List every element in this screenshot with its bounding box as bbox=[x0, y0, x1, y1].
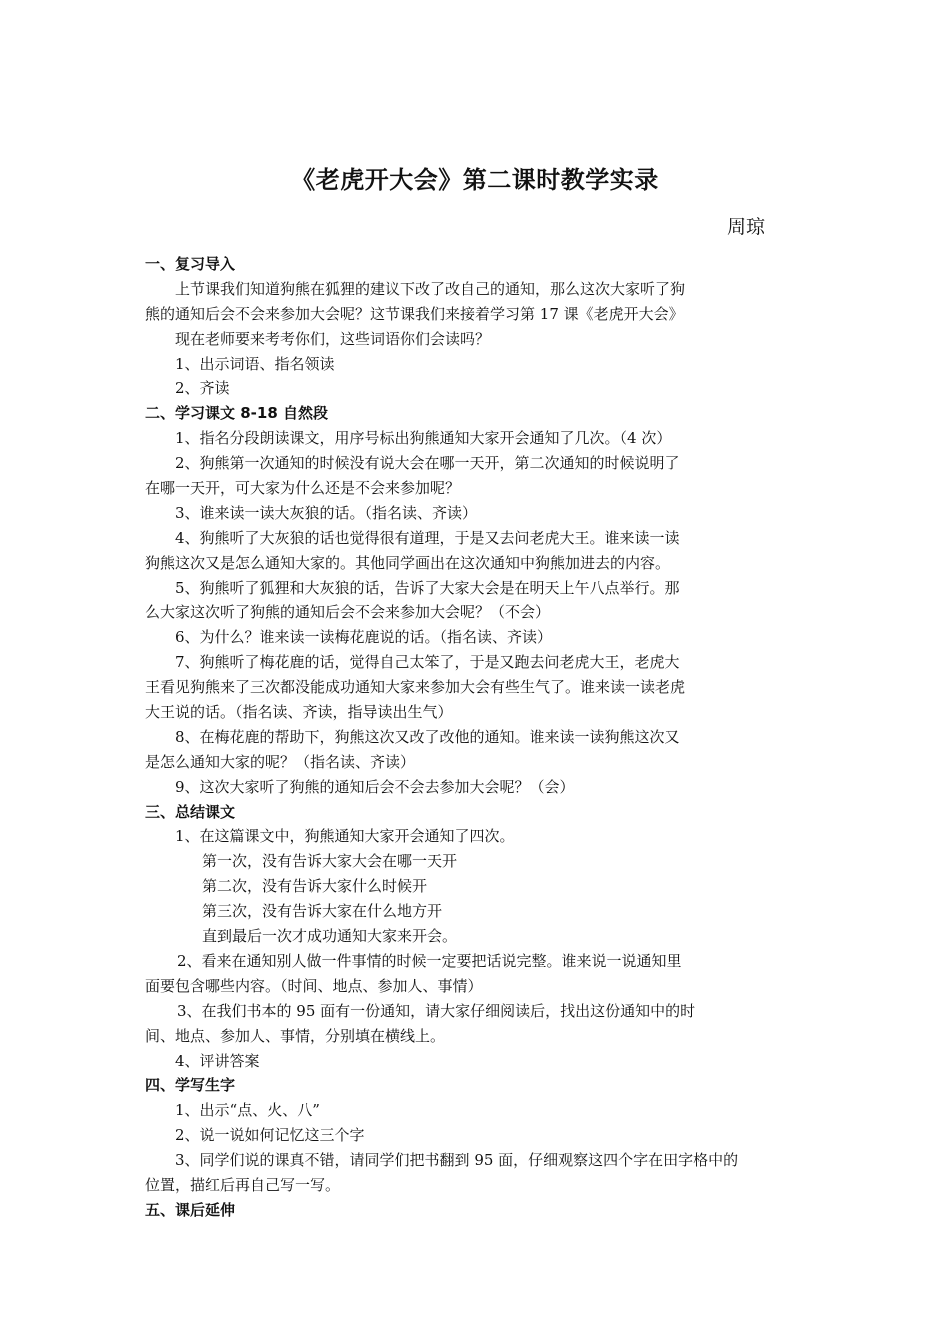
paragraph-line: 面要包含哪些内容。（时间、地点、参加人、事情） bbox=[145, 976, 483, 995]
paragraph-line: 1、出示“点、火、八” bbox=[175, 1101, 320, 1120]
paragraph-line: 间、地点、参加人、事情，分别填在横线上。 bbox=[145, 1026, 446, 1045]
paragraph-line: 8、在梅花鹿的帮助下，狗熊这次又改了改他的通知。谁来读一读狗熊这次又 bbox=[175, 727, 680, 746]
paragraph-line: 7、狗熊听了梅花鹿的话，觉得自己太笨了，于是又跑去问老虎大王，老虎大 bbox=[175, 653, 680, 672]
paragraph-line: 第一次，没有告诉大家大会在哪一天开 bbox=[202, 852, 458, 871]
paragraph-line: 1、出示词语、指名领读 bbox=[175, 354, 335, 373]
paragraph-line: 直到最后一次才成功通知大家来开会。 bbox=[202, 927, 458, 946]
paragraph-line: 5、狗熊听了狐狸和大灰狼的话，告诉了大家大会是在明天上午八点举行。那 bbox=[175, 578, 680, 597]
paragraph-line: 现在老师要来考考你们，这些词语你们会读吗？ bbox=[175, 329, 491, 348]
paragraph-line: 2、齐读 bbox=[175, 379, 230, 398]
section-heading: 一、复习导入 bbox=[145, 255, 236, 273]
paragraph-line: 1、指名分段朗读课文，用序号标出狗熊通知大家开会通知了几次。（4 次） bbox=[175, 429, 672, 448]
paragraph-line: 3、在我们书本的 95 面有一份通知，请大家仔细阅读后，找出这份通知中的时 bbox=[177, 1001, 696, 1020]
paragraph-line: 9、这次大家听了狗熊的通知后会不会去参加大会呢？（会） bbox=[175, 777, 575, 796]
paragraph-line: 位置，描红后再自己写一写。 bbox=[145, 1175, 341, 1194]
section-heading: 五、课后延伸 bbox=[145, 1200, 236, 1219]
paragraph-line: 2、说一说如何记忆这三个字 bbox=[175, 1126, 365, 1145]
document-author: 周琼 bbox=[727, 216, 766, 238]
paragraph-line: 第二次，没有告诉大家什么时候开 bbox=[202, 877, 428, 896]
paragraph-line: 大王说的话。（指名读、齐读，指导读出生气） bbox=[145, 703, 453, 722]
paragraph-line: 6、为什么？谁来读一读梅花鹿说的话。（指名读、齐读） bbox=[175, 628, 553, 647]
paragraph-line: 在哪一天开，可大家为什么还是不会来参加呢？ bbox=[145, 479, 461, 498]
paragraph-line: 是怎么通知大家的呢？（指名读、齐读） bbox=[145, 752, 416, 771]
section-heading: 四、学写生字 bbox=[145, 1076, 236, 1095]
paragraph-line: 4、狗熊听了大灰狼的话也觉得很有道理，于是又去问老虎大王。谁来读一读 bbox=[175, 528, 680, 547]
paragraph-line: 第三次，没有告诉大家在什么地方开 bbox=[202, 902, 443, 921]
paragraph-line: 3、同学们说的课真不错，请同学们把书翻到 95 面，仔细观察这四个字在田字格中的 bbox=[175, 1151, 739, 1170]
paragraph-line: 4、评讲答案 bbox=[175, 1051, 260, 1070]
paragraph-line: 3、谁来读一读大灰狼的话。（指名读、齐读） bbox=[175, 503, 478, 522]
paragraph-line: 熊的通知后会不会来参加大会呢？这节课我们来接着学习第 17 课《老虎开大会》 bbox=[145, 304, 684, 323]
document-body bbox=[145, 252, 815, 1223]
section-heading: 三、总结课文 bbox=[145, 802, 236, 821]
paragraph-line: 么大家这次听了狗熊的通知后会不会来参加大会呢？（不会） bbox=[145, 603, 551, 622]
section-heading: 二、学习课文 8-18 自然段 bbox=[145, 404, 328, 423]
paragraph-line: 狗熊这次又是怎么通知大家的。其他同学画出在这次通知中狗熊加进去的内容。 bbox=[145, 553, 671, 572]
paragraph-line: 1、在这篇课文中，狗熊通知大家开会通知了四次。 bbox=[175, 827, 515, 846]
paragraph-line: 2、看来在通知别人做一件事情的时候一定要把话说完整。谁来说一说通知里 bbox=[177, 951, 682, 970]
document-title: 《老虎开大会》第二课时教学实录 bbox=[291, 166, 659, 194]
paragraph-line: 2、狗熊第一次通知的时候没有说大会在哪一天开，第二次通知的时候说明了 bbox=[175, 454, 680, 473]
paragraph-line: 上节课我们知道狗熊在狐狸的建议下改了改自己的通知，那么这次大家听了狗 bbox=[175, 279, 686, 298]
paragraph-line: 王看见狗熊来了三次都没能成功通知大家来参加大会有些生气了。谁来读一读老虎 bbox=[145, 678, 686, 697]
